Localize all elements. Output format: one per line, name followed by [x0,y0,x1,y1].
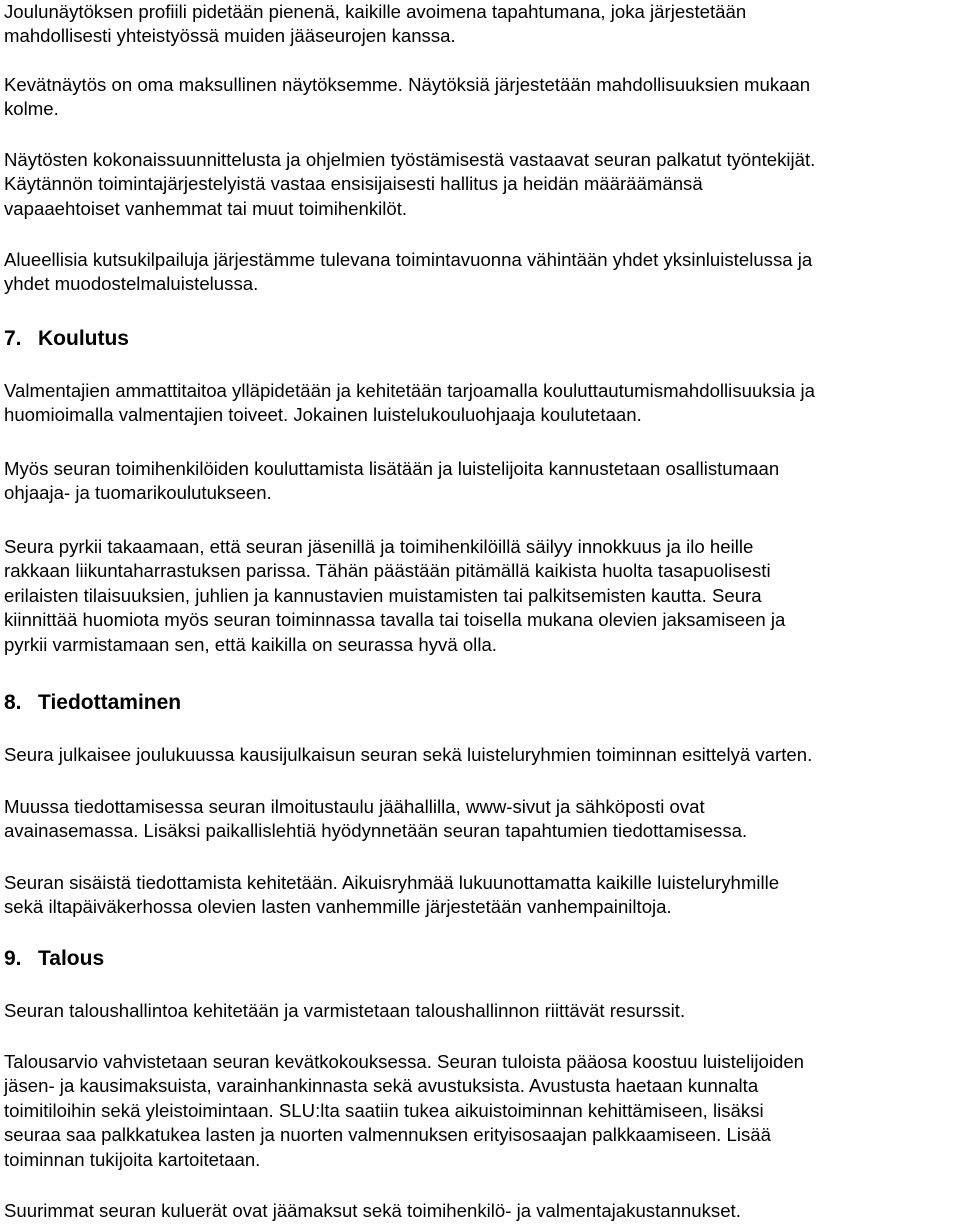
text-line: Alueellisia kutsukilpailuja järjestämme tulevana toimintavuonna vähintään yhdet yksinluistelussa ja [4,249,813,270]
text-line: Muussa tiedottamisessa seuran ilmoitustaulu jäähallilla, www-sivut ja sähköposti ovat [4,796,705,817]
section-heading [4,326,129,352]
paragraph [4,148,960,221]
text-line: Käytännön toimintajärjestelyistä vastaa ensisijaisesti hallitus ja heidän määräämänsä [4,173,703,195]
paragraph [4,73,960,122]
text-line: Näytösten kokonaissuunnittelusta ja ohjelmien työstämisestä vastaavat seuran palkatut työntekijät. [4,149,816,170]
text-line: seuraa saa palkkatukea lasten ja nuorten valmennuksen erityisosaajan palkkaamiseen. Lisää [4,1124,771,1146]
paragraph [4,999,960,1023]
text-line: Talousarvio vahvistetaan seuran kevätkokouksessa. Seuran tuloista pääosa koostuu luistelijoiden [4,1051,805,1072]
text-line: Seura pyrkii takaamaan, että seuran jäsenillä ja toimihenkilöillä säilyy innokkuus ja ilo heille [4,536,754,557]
text-line: avainasemassa. Lisäksi paikallislehtiä hyödynnetään seuran tapahtumien tiedottamisessa. [4,820,748,842]
text-line: kolme. [4,98,59,120]
text-line: Suurimmat seuran kuluerät ovat jäämaksut sekä toimihenkilö- ja valmentajakustannukset. [4,1200,741,1221]
section-heading [4,690,181,716]
text-line: toimitiloihin sekä yleistoimintaan. SLU:lta saatiin tukea aikuistoiminnan kehittämiseen, lisäksi [4,1099,764,1121]
section-number: 8. [4,691,22,714]
section-title: Tiedottaminen [38,691,182,714]
section-number: 7. [4,327,22,350]
text-line: huomioimalla valmentajien toiveet. Jokainen luistelukouluohjaaja koulutetaan. [4,404,642,426]
paragraph [4,0,960,49]
text-line: yhdet muodostelmaluistelussa. [4,273,259,295]
text-line: ohjaaja- ja tuomarikoulutukseen. [4,482,272,504]
text-line: jäsen- ja kausimaksuista, varainhankinnasta sekä avustuksista. Avustusta haetaan kunnalta [4,1075,759,1097]
text-line: erilaisten tilaisuuksien, juhlien ja kannustavien muistamisten tai palkitsemisten kautta. Seura [4,584,762,606]
text-line: sekä iltapäiväkerhossa olevien lasten vanhemmille järjestetään vanhempainiltoja. [4,896,672,918]
text-line: pyrkii varmistamaan sen, että kaikilla on seurassa hyvä olla. [4,633,497,655]
text-line: rakkaan liikuntaharrastuksen parissa. Tähän päästään pitämällä kaikista huolta tasapuolisesti [4,560,771,582]
paragraph [4,1050,960,1172]
section-title: Talous [38,947,105,970]
paragraph [4,379,960,428]
text-line: mahdollisesti yhteistyössä muiden jääseurojen kanssa. [4,25,456,47]
text-line: Myös seuran toimihenkilöiden kouluttamista lisätään ja luistelijoita kannustetaan osallistumaan [4,458,780,479]
paragraph [4,1199,960,1223]
paragraph [4,535,960,657]
paragraph [4,743,960,767]
text-line: Valmentajien ammattitaitoa ylläpidetään ja kehitetään tarjoamalla kouluttautumismahdollisuuksia ja [4,380,815,401]
paragraph [4,795,960,844]
text-line: Seura julkaisee joulukuussa kausijulkaisun seuran sekä luisteluryhmien toiminnan esittelyä varten. [4,744,813,765]
text-line: Seuran taloushallintoa kehitetään ja varmistetaan taloushallinnon riittävät resurssit. [4,1000,686,1021]
text-line: toiminnan tukijoita kartoitetaan. [4,1148,261,1170]
text-line: Seuran sisäistä tiedottamista kehitetään. Aikuisryhmää lukuunottamatta kaikille luisteluryhmille [4,872,780,893]
text-line: kiinnittää huomiota myös seuran toiminnassa tavalla tai toisella mukana olevien jaksamiseen ja [4,609,786,631]
paragraph [4,457,960,506]
section-heading [4,946,104,972]
section-title: Koulutus [38,327,129,350]
text-line: vapaaehtoiset vanhemmat tai muut toimihenkilöt. [4,197,408,219]
text-line: Joulunäytöksen profiili pidetään pienenä, kaikille avoimena tapahtumana, joka järjestetään [4,1,747,22]
paragraph [4,248,960,297]
paragraph [4,871,960,920]
text-line: Kevätnäytös on oma maksullinen näytöksemme. Näytöksiä järjestetään mahdollisuuksien mukaan [4,74,811,95]
section-number: 9. [4,947,22,970]
